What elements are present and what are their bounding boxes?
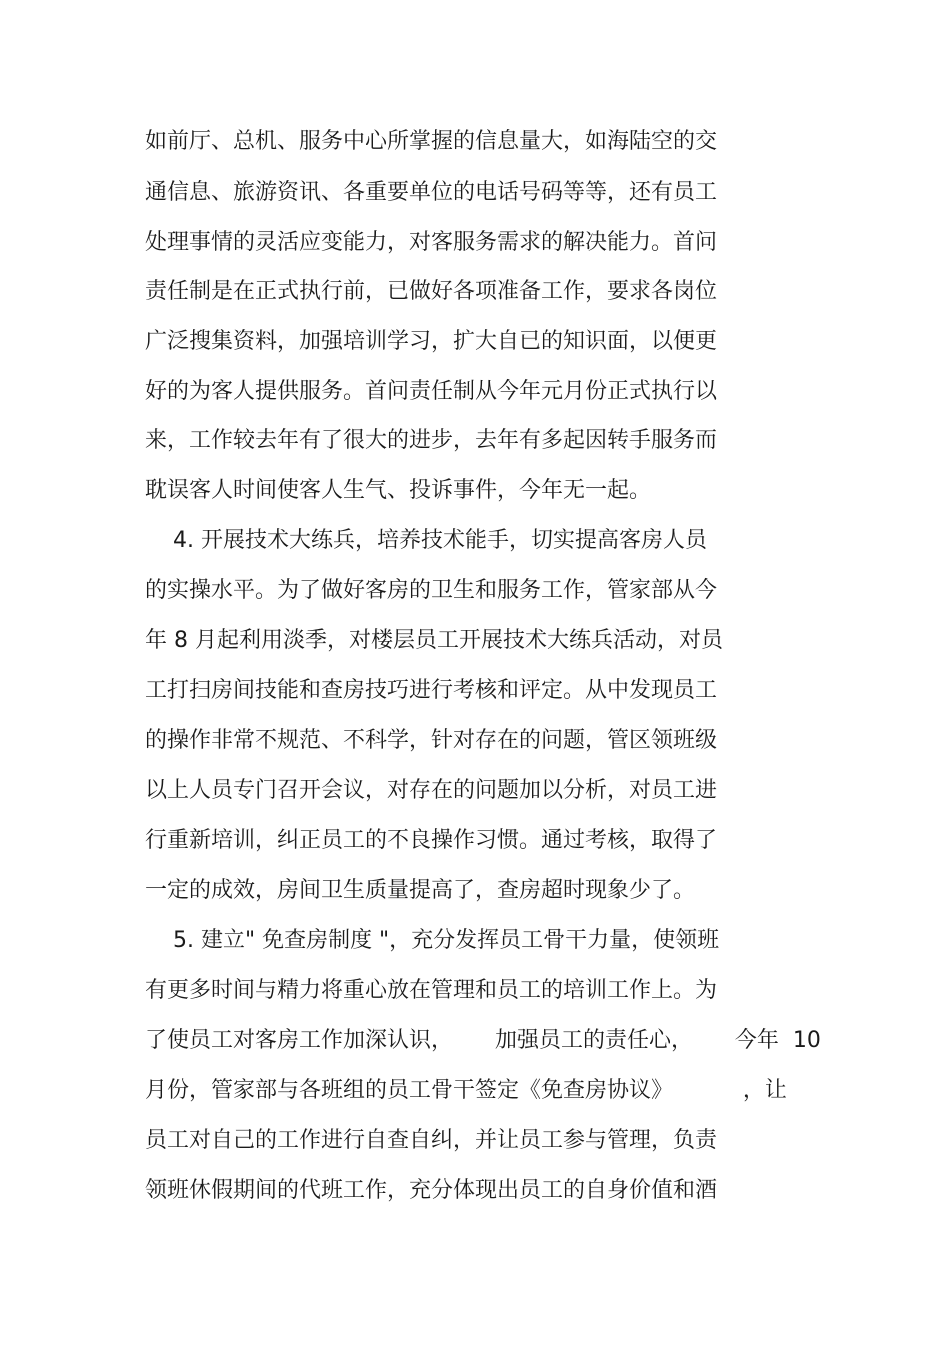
text-line: 领班休假期间的代班工作，充分体现出员工的自身价值和酒 [145,1178,718,1203]
text-line: 年 8 月起利用淡季，对楼层员工开展技术大练兵活动，对员 [145,628,723,653]
text-line: 一定的成效，房间卫生质量提高了，查房超时现象少了。 [145,878,696,903]
text-line: 好的为客人提供服务。首问责任制从今年元月份正式执行以 [145,379,718,404]
text-line: 广泛搜集资料，加强培训学习，扩大自已的知识面，以便更 [145,329,718,354]
text-line: 耽误客人时间使客人生气、投诉事件，今年无一起。 [145,478,652,503]
text-line: 如前厅、总机、服务中心所掌握的信息量大，如海陆空的交 [145,129,718,154]
text-line: 员工对自己的工作进行自查自纠，并让员工参与管理，负责 [145,1128,718,1153]
text-line: 责任制是在正式执行前，已做好各项准备工作，要求各岗位 [145,279,718,304]
paragraph-5-heading: 5. 建立" 免查房制度 "，充分发挥员工骨干力量，使领班 [145,928,720,953]
paragraph-4-heading: 4. 开展技术大练兵，培养技术能手，切实提高客房人员 [145,528,707,553]
text-line: 了使员工对客房工作加深认识， 加强员工的责任心， 今年 10 [145,1028,821,1053]
text-line: 通信息、旅游资讯、各重要单位的电话号码等等，还有员工 [145,180,718,205]
text-line: 行重新培训，纠正员工的不良操作习惯。通过考核，取得了 [145,828,718,853]
text-line: 以上人员专门召开会议，对存在的问题加以分析，对员工进 [145,778,718,803]
text-line: 的操作非常不规范、不科学，针对存在的问题，管区领班级 [145,728,718,753]
text-line: 的实操水平。为了做好客房的卫生和服务工作，管家部从今 [145,578,718,603]
text-line: 处理事情的灵活应变能力，对客服务需求的解决能力。首问 [145,230,718,255]
text-line: 月份，管家部与各班组的员工骨干签定《免查房协议》 ，让 [145,1078,787,1103]
text-line: 有更多时间与精力将重心放在管理和员工的培训工作上。为 [145,978,718,1003]
text-line: 工打扫房间技能和查房技巧进行考核和评定。从中发现员工 [145,678,718,703]
text-line: 来，工作较去年有了很大的进步，去年有多起因转手服务而 [145,428,718,453]
